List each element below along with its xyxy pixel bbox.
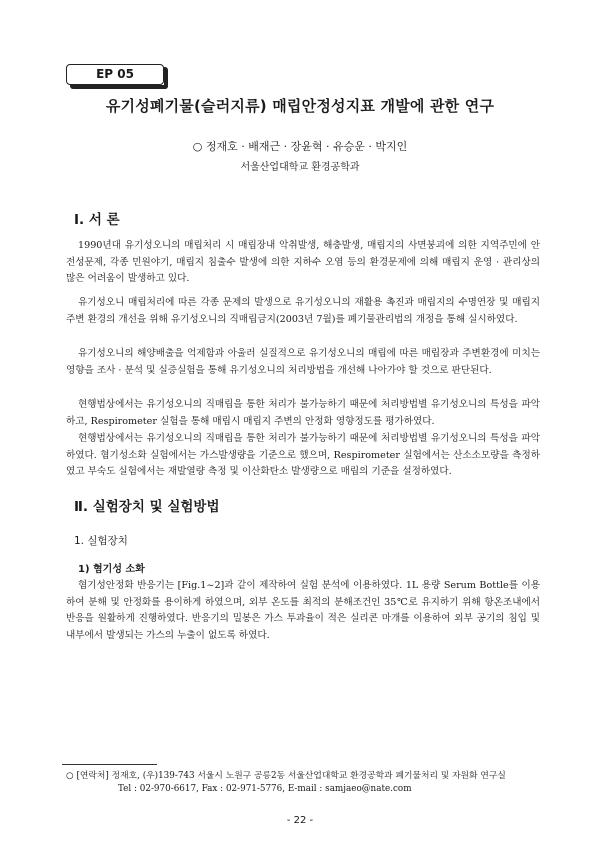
author-list: ○ 정재호 · 배재근 · 장윤혁 · 유승운 · 박지인: [192, 140, 408, 153]
session-badge: EP 05: [66, 64, 164, 85]
footnote-phone-email-line: Tel : 02-970-6617, Fax : 02-971-5776, E-mail : samjaeo@nate.com: [118, 784, 412, 794]
affiliation: 서울산업대학교 환경공학과: [240, 162, 360, 173]
page-number: - 22 -: [286, 815, 314, 826]
intro-paragraph-3: 유기성오니의 해양배출을 억제함과 아울러 실질적으로 유기성오니의 매립에 따른 매립장과 주변환경에 미치는 영향을 조사 · 분석 및 실증실험을 통해 유기성오니의 처리방법을 개선해 나아가야 할 것으로 판단된다.: [66, 348, 540, 376]
paper-title: 유기성폐기물(슬러지류) 매립안정성지표 개발에 관한 연구: [105, 97, 495, 115]
methods-paragraph-1: 혐기성안정화 반응기는 [Fig.1~2]과 같이 제작하여 실험 분석에 이용하였다. 1L 용량 Serum Bottle를 이용하여 분해 및 안정화를 용이하게 하였으며, 외부 온도를 최적의 분해조건인 35℃로 유지하기 위해 항온조내에서 반응을 원활하게 진행하였다. 반응기의 밀봉은 가스 투과율이 적은 실리콘 마개를 이용하여 외부 공기의 침입 및 내부에서 발생되는 가스의 누출이 없도록 하였다.: [66, 580, 540, 641]
section-heading-introduction: Ⅰ. 서 론: [74, 212, 120, 228]
subsection-heading-apparatus: 1. 실험장치: [74, 535, 128, 547]
intro-paragraph-2: 유기성오니 매립처리에 따른 각종 문제의 발생으로 유기성오니의 재활용 촉진과 매립지의 수명연장 및 매립지 주변 환경의 개선을 위해 유기성오니의 직매립금지(2003년 7월)를 폐기물관리법의 개정을 통해 실시하였다.: [66, 297, 540, 325]
intro-paragraph-1: 1990년대 유기성오니의 매립처리 시 매립장내 악취발생, 해충발생, 매립지의 사면붕괴에 의한 지역주민에 안전성문제, 각종 민원야기, 매립지 침출수 발생에 의한 지하수 오염 등의 환경문제에 의해 매립지 운영 · 관리상의 많은 어려움이 발생하고 있다.: [66, 240, 540, 284]
footnote-divider: [62, 764, 157, 765]
intro-paragraph-5: 현행법상에서는 유기성오니의 직매립을 통한 처리가 불가능하기 때문에 처리방법별 유기성오니의 특성을 파악하였다. 혐기성소화 실험에서는 가스발생량을 기준으로 했으며, Respirometer 실험에서는 산소소모량을 측정하였고 부숙도 실험에서는 재발열량 측정 및 이산화탄소 발생량으로 매립의 기준을 설정하였다.: [66, 433, 540, 477]
section-heading-methods: Ⅱ. 실험장치 및 실험방법: [74, 499, 220, 515]
footnote-contact-line: ○ [연락처] 정재호, (우)139-743 서울시 노원구 공릉2동 서울산업대학교 환경공학과 폐기물처리 및 자원화 연구실: [66, 771, 506, 781]
contact-footnote: [66, 770, 546, 796]
intro-paragraph-4: 현행법상에서는 유기성오니의 직매립을 통한 처리가 불가능하기 때문에 처리방법별 유기성오니의 특성을 파악하고, Respirometer 실험을 통해 매립시 매립지 주변의 안정화 영향정도를 평가하였다.: [66, 399, 540, 427]
subsubsection-heading-anaerobic: 1) 혐기성 소화: [78, 564, 145, 575]
